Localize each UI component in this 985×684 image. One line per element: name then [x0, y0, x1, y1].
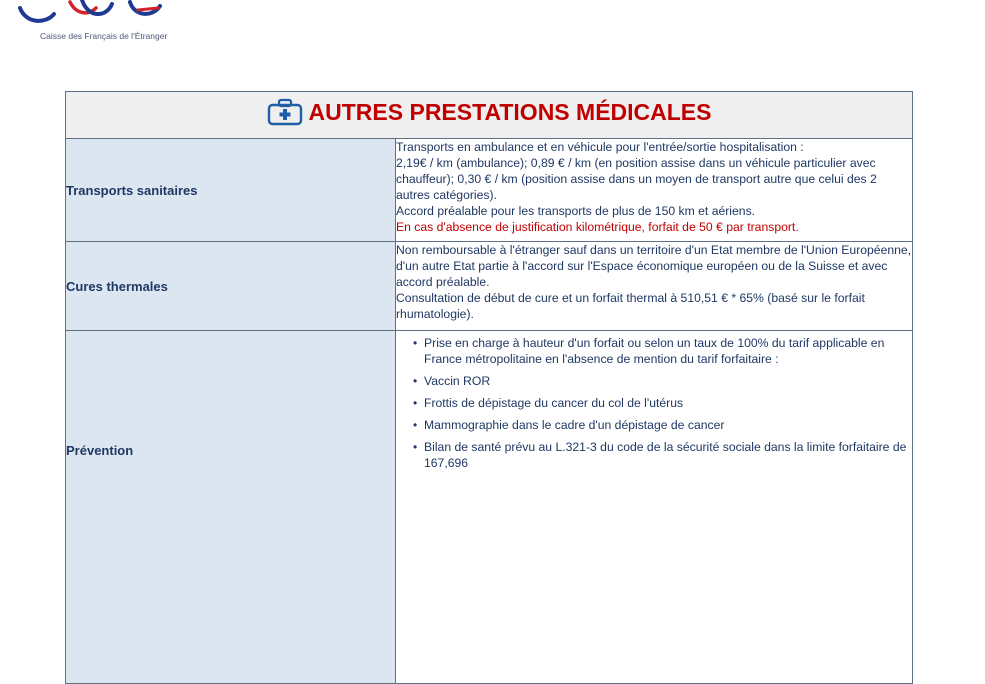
table-row — [66, 139, 913, 242]
table-row — [66, 242, 913, 331]
text-line: Consultation de début de cure et un forfait thermal à 510,51 € * 65% (basé sur le forfait rhumatologie). — [396, 291, 865, 321]
list-item: • Bilan de santé prévu au L.321-3 du code de la sécurité sociale dans la limite forfaitaire de 167,696 — [414, 439, 912, 471]
text-line: Transports en ambulance et en véhicule pour l'entrée/sortie hospitalisation : — [396, 140, 804, 154]
row-content-prevention — [396, 331, 913, 684]
row-label-transports: Transports sanitaires — [66, 139, 396, 242]
logo-tagline: Caisse des Français de l'Étranger — [40, 31, 168, 41]
list-item: • Prise en charge à hauteur d'un forfait ou selon un taux de 100% du tarif applicable en France métropolitaine en l'absence de mention du tarif forfaitaire : — [414, 335, 912, 367]
prevention-list — [396, 335, 912, 471]
section-header-row — [66, 92, 913, 139]
cfe-logo-mark — [18, 0, 168, 30]
text-line: Non remboursable à l'étranger sauf dans un territoire d'un Etat membre de l'Union Européenne, d'un autre Etat partie à l'accord sur l'Espace économique européen ou de la Suisse et avec accord préalable. — [396, 243, 912, 289]
section-header — [66, 92, 913, 139]
list-item: • Vaccin ROR — [414, 373, 912, 389]
text-line: 2,19€ / km (ambulance); 0,89 € / km (en position assise dans un véhicule particulier avec chauffeur); 0,30 € / km (position assise dans un moyen de transport autre que celui des 2 autres catégories). — [396, 156, 877, 202]
warning-text: En cas d'absence de justification kilométrique, forfait de 50 € par transport. — [396, 220, 799, 234]
cfe-logo — [18, 0, 168, 44]
medical-kit-icon — [267, 98, 303, 126]
prestations-table — [65, 91, 913, 684]
row-label-cures: Cures thermales — [66, 242, 396, 331]
list-item: • Frottis de dépistage du cancer du col de l'utérus — [414, 395, 912, 411]
section-title: AUTRES PRESTATIONS MÉDICALES — [308, 98, 712, 125]
row-label-prevention: Prévention — [66, 331, 396, 684]
list-item: • Mammographie dans le cadre d'un dépistage de cancer — [414, 417, 912, 433]
text-line: Accord préalable pour les transports de plus de 150 km et aériens. — [396, 204, 756, 218]
row-content-transports — [396, 139, 913, 242]
row-content-cures — [396, 242, 913, 331]
table-row — [66, 331, 913, 684]
